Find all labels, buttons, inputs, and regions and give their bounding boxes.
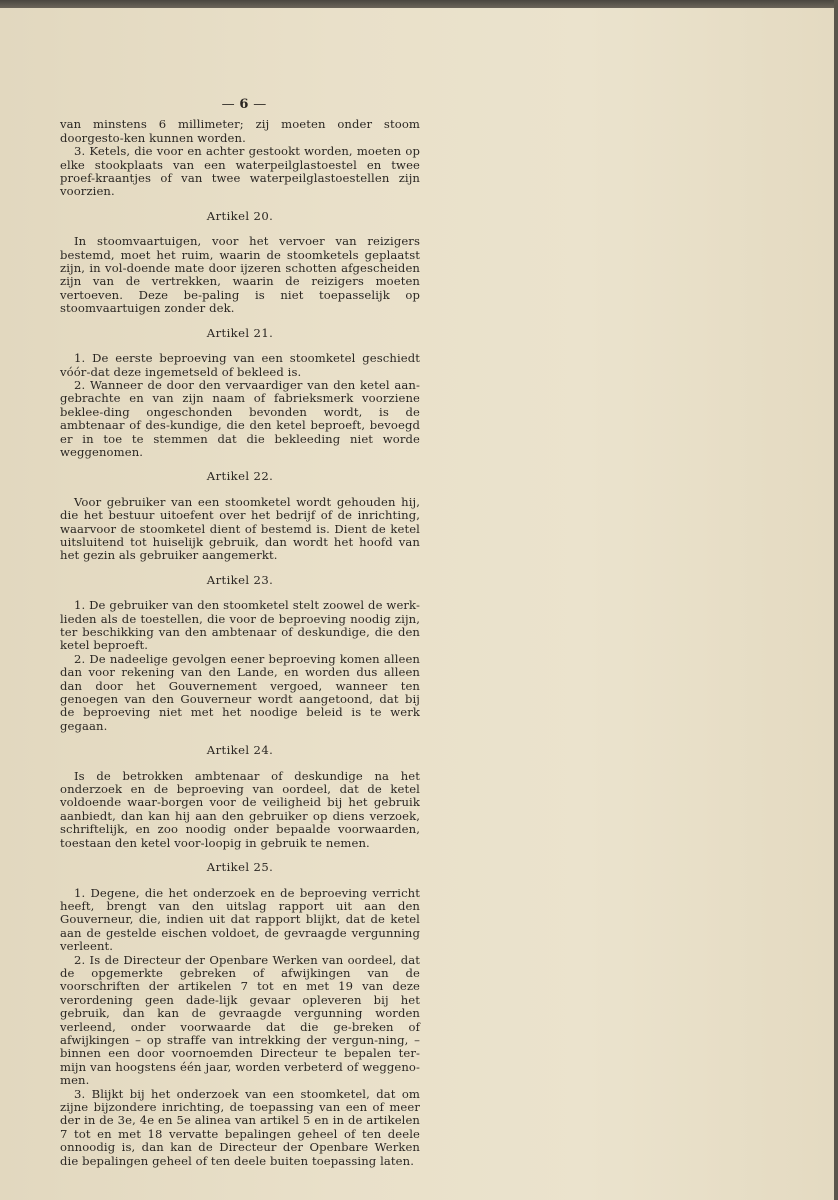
paragraph: van minstens 6 millimeter; zij moeten onder stoom doorgesto-ken kunnen worden.: [60, 117, 420, 145]
paragraph: 2. Wanneer de door den vervaardiger van den ketel aan-gebrachte en van zijn naam of fabrieksmerk voorziene beklee-ding ongeschonden bevonden wordt, is de ambtenaar of des-kundige, die den ketel beproeft, bevoegd er in toe te stemmen dat die bekleeding niet worde weggenomen.: [60, 377, 420, 459]
paragraph: 1. De gebruiker van den stoomketel stelt zoowel de werk-lieden als de toestellen, die voor de beproeving noodig zijn, ter beschikking van den ambtenaar of deskundige, die den ketel beproeft.: [60, 598, 420, 653]
article-heading: Artikel 20.: [206, 208, 274, 223]
paragraph: 1. Degene, die het onderzoek en de beproeving verricht heeft, brengt van den uitslag rapport uit aan den Gouverneur, die, indien uit dat rapport blijkt, dat de ketel aan de gestelde eischen voldoet, de gevraagde vergunning verleent.: [60, 885, 420, 954]
paragraph: Is de betrokken ambtenaar of deskundige na het onderzoek en de beproeving van oordeel, dat de ketel voldoende waar-borgen voor de veiligheid bij het gebruik aanbiedt, dan kan hij aan den gebruiker op diens verzoek, schriftelijk, en zoo noodig onder bepaalde voorwaarden, toestaan den ketel voor-loopig in gebruik te nemen.: [60, 768, 420, 850]
article-heading: Artikel 23.: [206, 572, 274, 587]
article-heading: Artikel 24.: [206, 743, 274, 758]
paragraph: 1. De eerste beproeving van een stoomketel geschiedt vóór-dat deze ingemetseld of bekleed is.: [60, 351, 420, 379]
document-body: [60, 98, 420, 1168]
article-heading: Artikel 22.: [206, 469, 274, 484]
page-number-dash-right: —: [253, 97, 267, 112]
page-number-value: 6: [239, 97, 249, 112]
article-heading: Artikel 25.: [206, 860, 274, 875]
page-number: [68, 98, 420, 111]
article-heading: Artikel 21.: [206, 325, 274, 340]
paragraph: 3. Ketels, die voor en achter gestookt worden, moeten op elke stookplaats van een waterpeilglastoestel en twee proef-kraantjes of van twee waterpeilglastoestellen zijn voorzien.: [60, 144, 420, 199]
scan-top-edge: [0, 0, 838, 8]
scan-right-edge: [834, 0, 838, 1200]
paragraph: In stoomvaartuigen, voor het vervoer van reizigers bestemd, moet het ruim, waarin de stoomketels geplaatst zijn, in vol-doende mate door ijzeren schotten afgescheiden zijn van de vertrekken, waarin de reizigers moeten vertoeven. Deze be-paling is niet toepasselijk op stoomvaartuigen zonder dek.: [60, 234, 420, 316]
paragraph: 3. Blijkt bij het onderzoek van een stoomketel, dat om zijne bijzondere inrichting, de toepassing van een of meer der in de 3e, 4e en 5e alinea van artikel 5 en in de artikelen 7 tot en met 18 vervatte bepalingen geheel of ten deele onnoodig is, dan kan de Directeur der Openbare Werken die bepalingen geheel of ten deele buiten toepassing laten.: [60, 1086, 420, 1168]
paragraph: Voor gebruiker van een stoomketel wordt gehouden hij, die het bestuur uitoefent over het bedrijf of de inrichting, waarvoor de stoomketel dient of bestemd is. Dient de ketel uitsluitend tot huiselijk gebruik, dan wordt het hoofd van het gezin als gebruiker aangemerkt.: [60, 494, 420, 563]
paragraph: 2. De nadeelige gevolgen eener beproeving komen alleen dan voor rekening van den Lande, en worden dus alleen dan door het Gouvernement vergoed, wanneer ten genoegen van den Gouverneur wordt aangetoond, dat bij de beproeving niet met het noodige beleid is te werk gegaan.: [60, 651, 420, 733]
paragraph: 2. Is de Directeur der Openbare Werken van oordeel, dat de opgemerkte gebreken of afwijkingen van de voorschriften der artikelen 7 tot en met 19 van deze verordening geen dade-lijk gevaar opleveren bij het gebruik, dan kan de gevraagde vergunning worden verleend, onder voorwaarde dat die ge-breken of afwijkingen – op straffe van intrekking der vergun-ning, – binnen een door voornoemden Directeur te bepalen ter-mijn van hoogstens één jaar, worden verbeterd of weggeno-men.: [60, 952, 420, 1088]
article-blocks: [60, 118, 420, 1168]
page-number-dash-left: —: [221, 97, 235, 112]
